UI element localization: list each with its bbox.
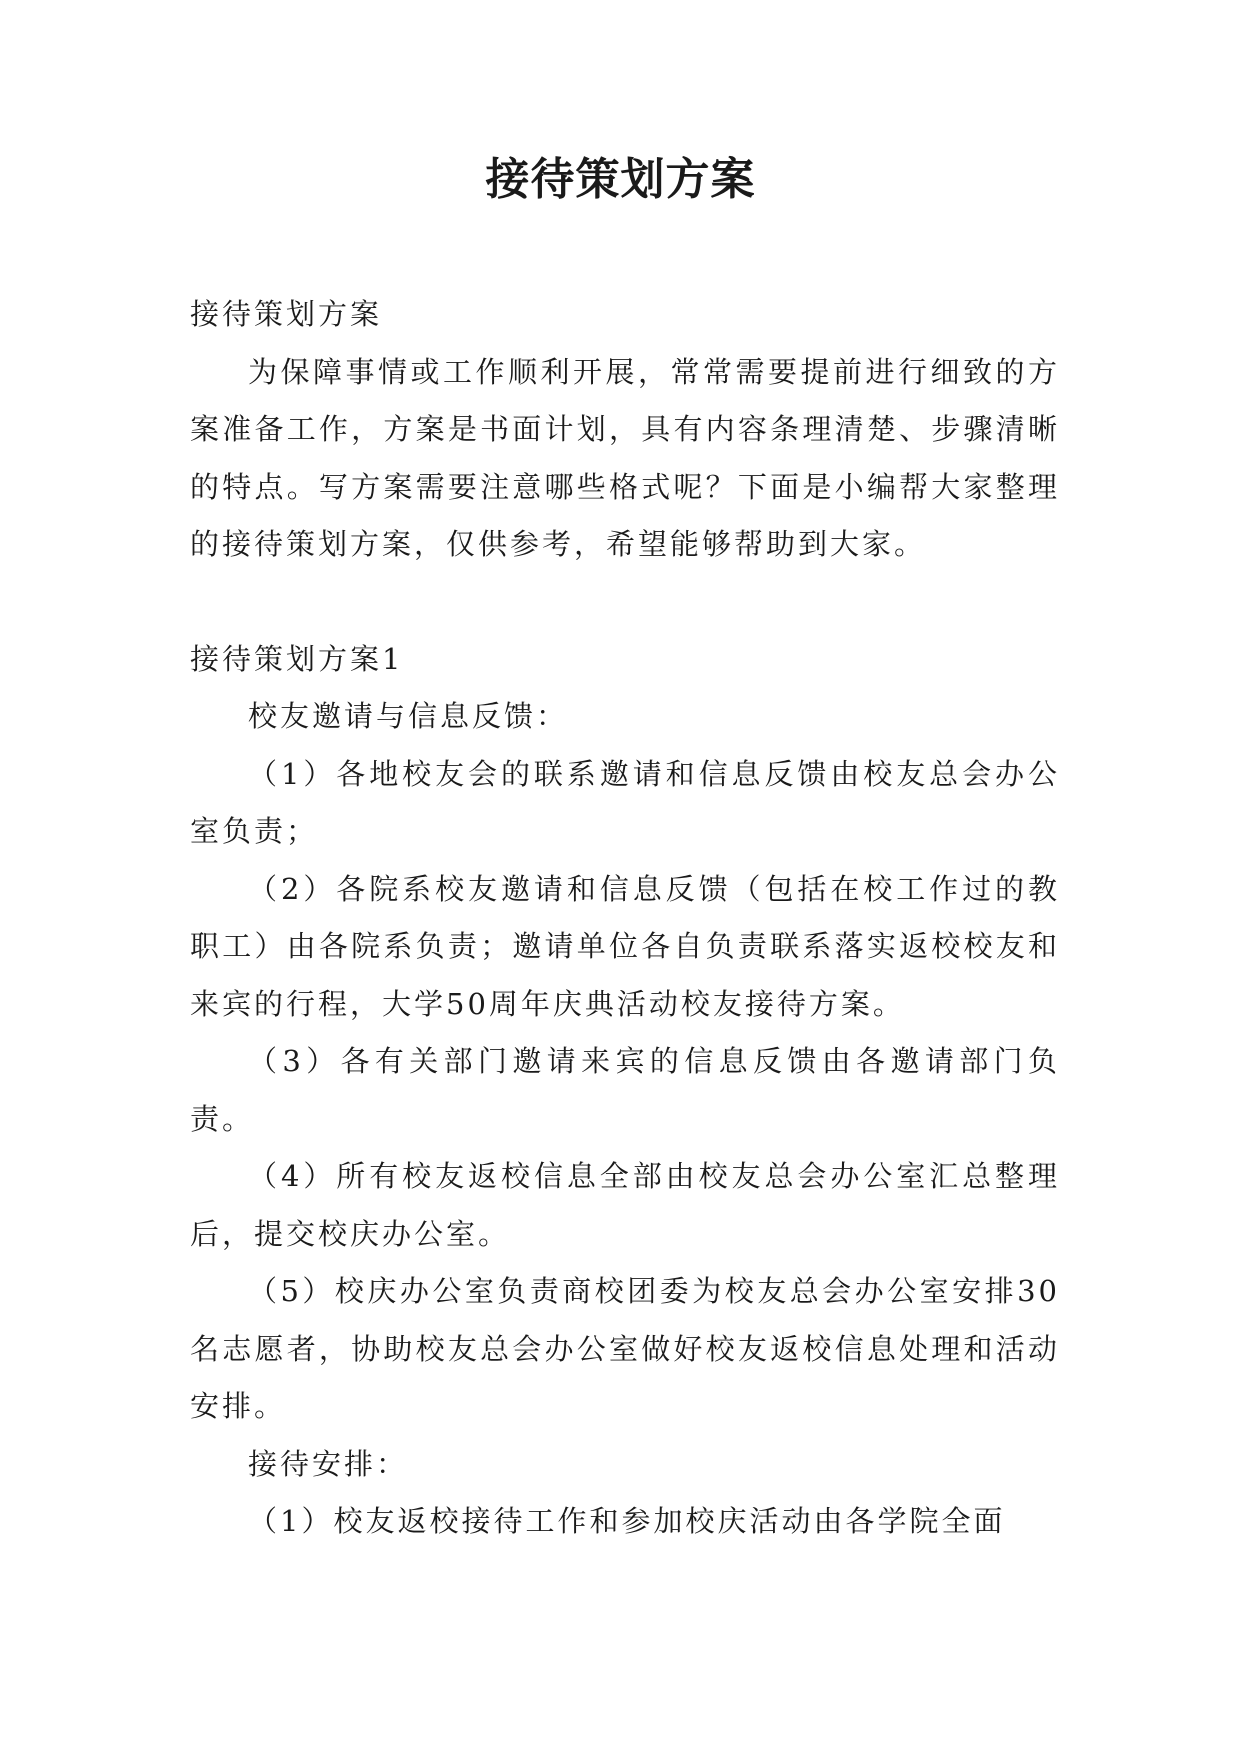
- subsection-heading: 接待安排：: [248, 1446, 409, 1481]
- list-item: （5）校庆办公室负责商校团委为校友总会办公室安排30名志愿者，协助校友总会办公室做好校友返校信息处理和活动安排。: [190, 1274, 1060, 1423]
- document-title: 接待策划方案: [485, 154, 756, 205]
- list-item: （2）各院系校友邀请和信息反馈（包括在校工作过的教职工）由各院系负责；邀请单位各自负责联系落实返校校友和来宾的行程，大学50周年庆典活动校友接待方案。: [190, 871, 1060, 1021]
- section-heading: 接待策划方案1: [190, 641, 404, 676]
- list-item: （3）各有关部门邀请来宾的信息反馈由各邀请部门负责。: [190, 1044, 1060, 1136]
- list-item: （4）所有校友返校信息全部由校友总会办公室汇总整理后，提交校庆办公室。: [190, 1159, 1060, 1251]
- intro-paragraph: 为保障事情或工作顺利开展，常常需要提前进行细致的方案准备工作，方案是书面计划，具有内容条理清楚、步骤清晰的特点。写方案需要注意哪些格式呢？下面是小编帮大家整理的接待策划方案，仅供参考，希望能够帮助到大家。: [190, 354, 1060, 561]
- list-item: （1）校友返校接待工作和参加校庆活动由各学院全面: [248, 1504, 1006, 1538]
- list-item: （1）各地校友会的联系邀请和信息反馈由校友总会办公室负责；: [190, 756, 1060, 848]
- subsection-heading: 校友邀请与信息反馈：: [248, 699, 569, 733]
- document-body: [190, 286, 1060, 1551]
- section-heading: 接待策划方案: [190, 297, 383, 331]
